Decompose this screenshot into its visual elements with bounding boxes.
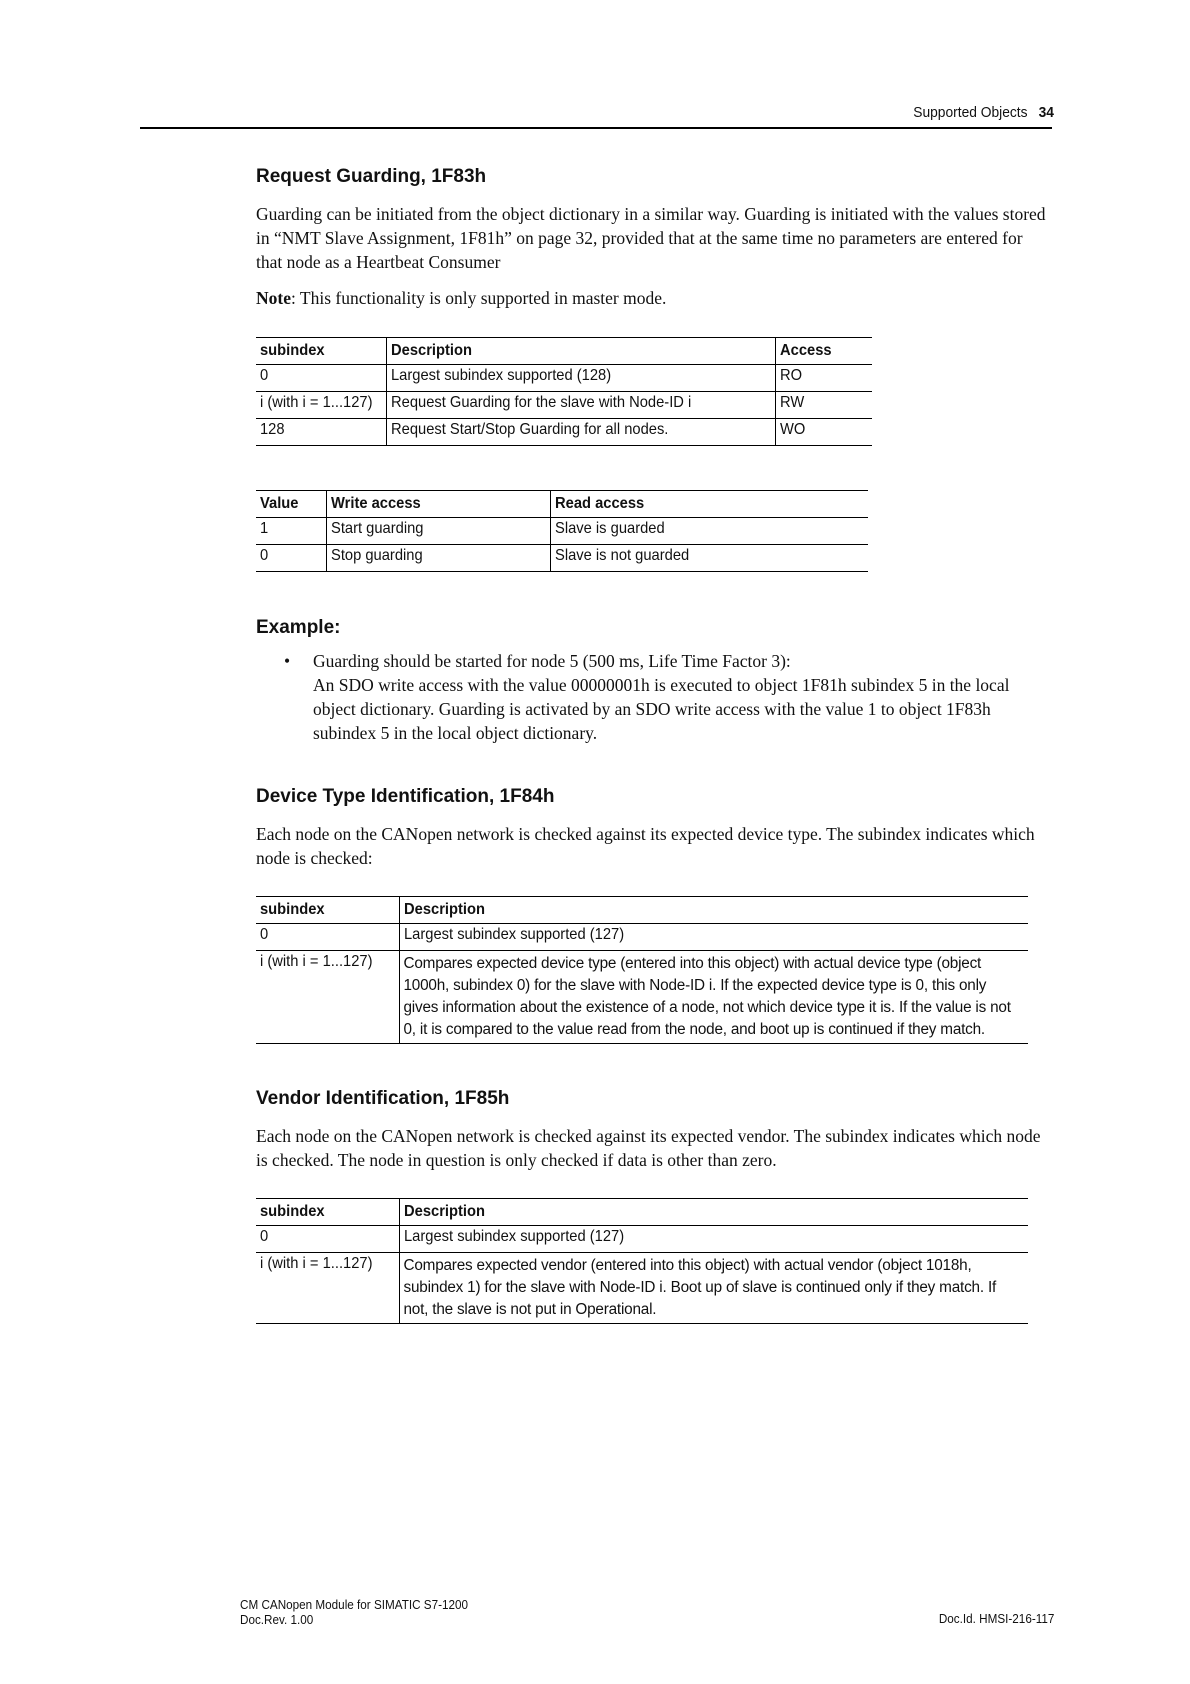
table-header-cell: Description: [403, 1203, 485, 1220]
table-cell: RO: [779, 367, 802, 384]
request-guarding-table: [256, 337, 872, 446]
device-type-table: [256, 896, 1028, 1044]
table-row: [256, 1226, 1028, 1253]
request-guarding-paragraph: Guarding can be initiated from the object dictionary in a similar way. Guarding is initiated with the values stored in “NMT Slave Assignment, 1F81h” on page 32, provided that at the same time no parameters are entered for that node as a Heartbeat Consumer: [256, 204, 1046, 272]
heading-vendor-identification: Vendor Identification, 1F85h: [256, 1088, 510, 1109]
table-row: [256, 924, 1028, 951]
table-row: [256, 545, 868, 572]
table-cell: Stop guarding: [330, 547, 423, 564]
table-cell: 0: [260, 367, 269, 384]
table-header-cell: Description: [403, 901, 485, 918]
header-rule: [140, 127, 1052, 129]
table-cell: 0: [260, 1228, 269, 1245]
table-cell: Largest subindex supported (127): [403, 926, 624, 943]
guarding-value-table: [256, 490, 868, 572]
table-cell: Largest subindex supported (127): [403, 1228, 624, 1245]
table-cell: Request Start/Stop Guarding for all nodes.: [391, 421, 669, 438]
list-item: [256, 649, 1052, 745]
vendor-paragraph: Each node on the CANopen network is checked against its expected vendor. The subindex indicates which node is checked. The node in question is only checked if data is other than zero.: [256, 1126, 1041, 1170]
heading-device-type-identification: Device Type Identification, 1F84h: [256, 786, 555, 807]
table-row: [256, 951, 1028, 1044]
table-cell: Compares expected device type (entered into this object) with actual device type (object 1000h, subindex 0) for the slave with Node-ID i. If the expected device type is 0, this only gives information about the existence of a node, not which device type it is. If the value is not 0, it is compared to the value read from the node, and boot up is continued if they match.: [399, 951, 1028, 1044]
table-header-row: [256, 897, 1028, 924]
table-cell: 128: [260, 421, 285, 438]
table-cell: i (with i = 1...127): [260, 953, 373, 970]
table-header-cell: Description: [391, 342, 473, 359]
table-row: [256, 1253, 1028, 1324]
device-type-paragraph: Each node on the CANopen network is checked against its expected device type. The subindex indicates which node is checked:: [256, 824, 1035, 868]
note-label: Note: [256, 288, 291, 308]
table-header-cell: subindex: [260, 1203, 325, 1220]
table-cell: RW: [779, 394, 804, 411]
example-list: [256, 649, 1052, 745]
table-header-row: [256, 338, 872, 365]
table-header-cell: Access: [779, 342, 832, 359]
footer-left: [240, 1597, 468, 1627]
table-header-cell: subindex: [260, 342, 325, 359]
table-row: [256, 518, 868, 545]
note-text: : This functionality is only supported in master mode.: [290, 288, 667, 308]
table-row: [256, 365, 872, 392]
table-cell: 0: [260, 926, 269, 943]
table-cell: 1: [260, 520, 269, 537]
table-cell: Slave is not guarded: [554, 547, 689, 564]
table-cell: i (with i = 1...127): [260, 394, 373, 411]
footer-revision: Doc.Rev. 1.00: [240, 1612, 314, 1627]
table-row: [256, 419, 872, 446]
table-cell: Largest subindex supported (128): [391, 367, 612, 384]
table-cell: i (with i = 1...127): [260, 1255, 373, 1272]
table-row: [256, 392, 872, 419]
table-header-cell: Read access: [554, 495, 644, 512]
example-line-2: An SDO write access with the value 00000001h is executed to object 1F81h subindex 5 in the local object dictionary. Guarding is activated by an SDO write access with the value 1 to object 1F83h subindex 5 in the local object dictionary.: [313, 675, 1010, 743]
heading-request-guarding: Request Guarding, 1F83h: [256, 166, 487, 187]
vendor-table: [256, 1198, 1028, 1324]
table-cell: Compares expected vendor (entered into this object) with actual vendor (object 1018h, subindex 1) for the slave with Node-ID i. Boot up of slave is continued only if they match. If not, the slave is not put in Operational.: [399, 1253, 1028, 1324]
header-title: Supported Objects: [913, 104, 1028, 121]
table-header-row: [256, 1199, 1028, 1226]
table-cell: Start guarding: [330, 520, 423, 537]
example-line-1: Guarding should be started for node 5 (500 ms, Life Time Factor 3):: [313, 651, 791, 671]
table-header-cell: Value: [260, 495, 299, 512]
bullet-icon: •: [284, 651, 291, 671]
page-header: [913, 104, 1054, 121]
table-header-row: [256, 491, 868, 518]
table-cell: Slave is guarded: [554, 520, 665, 537]
note-paragraph: [256, 286, 1052, 310]
footer-product: CM CANopen Module for SIMATIC S7-1200: [240, 1597, 469, 1612]
table-header-cell: subindex: [260, 901, 325, 918]
footer-doc-id: Doc.Id. HMSI-216-117: [938, 1611, 1054, 1626]
page-number: 34: [1038, 104, 1054, 121]
table-cell: 0: [260, 547, 269, 564]
table-cell: WO: [779, 421, 806, 438]
table-header-cell: Write access: [330, 495, 421, 512]
table-cell: Request Guarding for the slave with Node-ID i: [391, 394, 692, 411]
example-heading: Example:: [256, 617, 341, 638]
